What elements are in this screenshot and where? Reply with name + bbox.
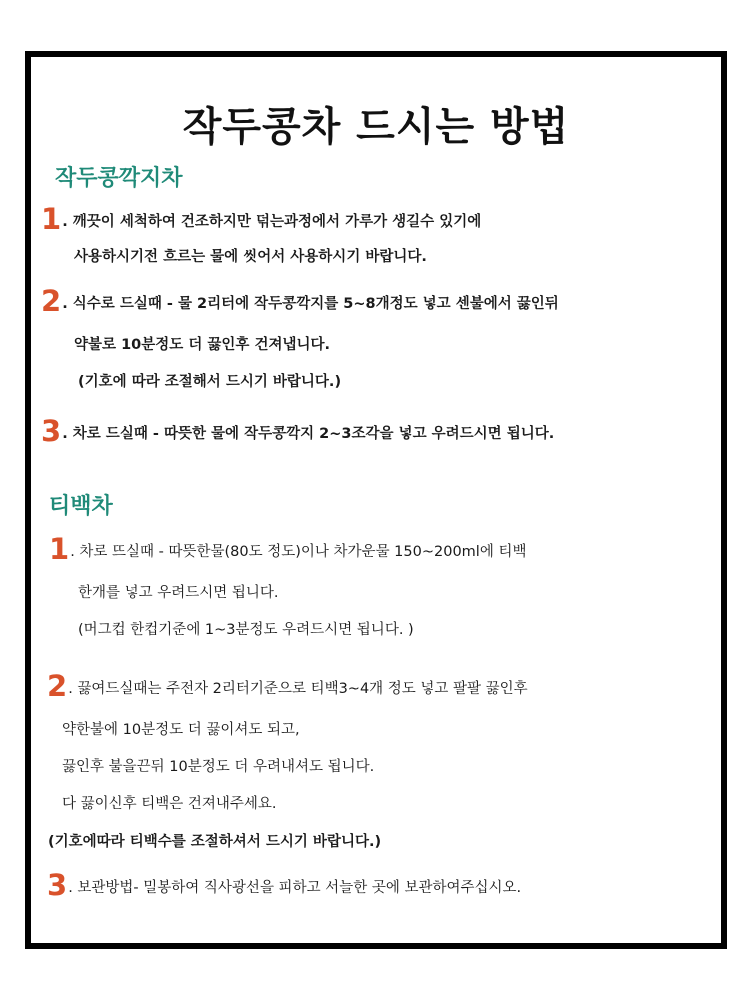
teabag-step-2-line-2: 약한불에 10분정도 더 끓이셔도 되고, [62,722,300,738]
step-number-3: 3 [41,414,62,448]
pod-tea-step-2-line-2: 약불로 10분정도 더 끓인후 건져냅니다. [74,337,330,353]
step-text: 끓여드실때는 주전자 2리터기준으로 티백3~4개 정도 넣고 팔팔 끓인후 [77,681,528,697]
step-number-2: 2 [41,284,62,318]
step-number-1: 1 [41,202,62,236]
step-text: 보관방법- 밀봉하여 직사광선을 피하고 서늘한 곳에 보관하여주십시오. [77,880,522,896]
teabag-step-1-line-2: 한개를 넣고 우려드시면 됩니다. [78,585,279,601]
pod-tea-step-3-line-1 [41,414,555,448]
teabag-adjust-note: (기호에따라 티백수를 조절하셔서 드시기 바랍니다.) [48,834,382,850]
teabag-step-1-note: (머그컵 한컵기준에 1~3분정도 우려드시면 됩니다. ) [78,622,414,638]
step-dot: . [68,681,78,697]
step-number-1: 1 [49,532,70,566]
step-text: 차로 드실때 - 따뜻한 물에 작두콩깍지 2~3조각을 넣고 우려드시면 됩니다. [72,426,555,442]
teabag-step-2-line-3: 끓인후 불을끈뒤 10분정도 더 우려내셔도 됩니다. [62,759,375,775]
page-title: 작두콩차 드시는 방법 [182,104,570,150]
step-text: 차로 뜨실때 - 따뜻한물(80도 정도)이나 차가운물 150~200ml에 티백 [79,544,527,560]
step-number-3: 3 [47,868,68,902]
section-heading-pod-tea: 작두콩깍지차 [55,166,183,191]
step-dot: . [62,214,73,230]
step-dot: . [62,296,73,312]
step-number-2: 2 [47,669,68,703]
pod-tea-step-1-line-2: 사용하시기전 흐르는 물에 씻어서 사용하시기 바랍니다. [74,249,427,265]
step-dot: . [68,880,78,896]
step-text: 식수로 드실때 - 물 2리터에 작두콩깍지를 5~8개정도 넣고 센불에서 끓인뒤 [72,296,559,312]
instruction-card [25,51,727,949]
pod-tea-step-2-line-1 [41,284,559,318]
pod-tea-step-2-note: (기호에 따라 조절해서 드시기 바랍니다.) [78,374,342,390]
teabag-step-2-line-1 [47,669,528,703]
pod-tea-step-1-line-1 [41,202,482,236]
teabag-step-1-line-1 [49,532,527,566]
step-dot: . [62,426,73,442]
step-text: 깨끗이 세척하여 건조하지만 덖는과정에서 가루가 생길수 있기에 [72,214,482,230]
step-dot: . [70,544,80,560]
section-heading-teabag: 티백차 [49,494,113,519]
teabag-step-3-line-1 [47,868,522,902]
teabag-step-2-line-4: 다 끓이신후 티백은 건져내주세요. [62,796,277,812]
